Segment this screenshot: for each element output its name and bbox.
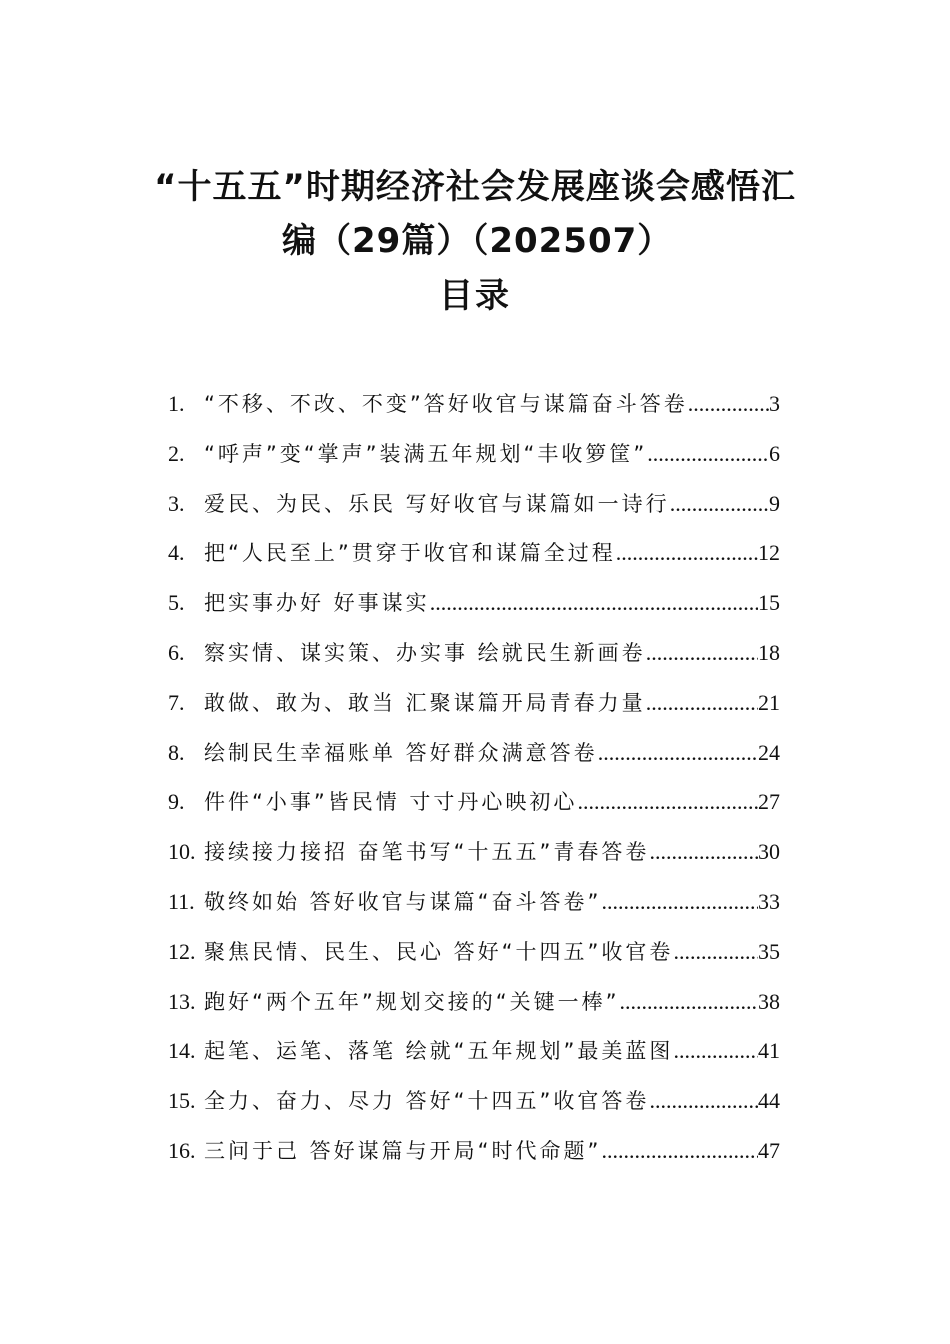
toc-entry[interactable] [168,388,780,438]
toc-dot-leader [646,640,758,666]
toc-entry[interactable] [168,936,780,986]
toc-entry-title: 三问于己 答好谋篇与开局“时代命题” [204,1138,602,1163]
document-title-line-1: “十五五”时期经济社会发展座谈会感悟汇 [154,167,796,207]
toc-entry[interactable] [168,786,780,836]
toc-entry-page-number: 30 [758,839,780,865]
toc-entry-number: 10. [168,839,196,865]
toc-entry-number: 13. [168,988,196,1014]
toc-entry-page-number: 33 [758,888,780,914]
toc-entry[interactable] [168,737,780,787]
toc-entry-number: 6. [168,639,185,665]
toc-entry-title: 敢做、敢为、敢当 汇聚谋篇开局青春力量 [204,690,646,715]
toc-entry-number: 12. [168,938,196,964]
toc-entry[interactable] [168,1035,780,1085]
toc-entry-number: 1. [168,391,185,416]
toc-entry-page-number: 47 [758,1137,780,1163]
toc-dot-leader [601,889,758,915]
toc-entry[interactable] [168,687,780,737]
toc-entry-title: 起笔、运笔、落笔 绘就“五年规划”最美蓝图 [204,1039,674,1064]
toc-entry-page-number: 18 [758,639,780,665]
toc-dot-leader [601,1138,758,1164]
title-block [0,160,950,324]
toc-heading: 目录 [439,276,511,316]
toc-dot-leader [649,1088,758,1114]
toc-entry-title: 全力、奋力、尽力 答好“十四五”收官答卷 [204,1089,650,1114]
toc-entry[interactable] [168,1135,780,1185]
toc-dot-leader [649,839,758,865]
toc-entry[interactable] [168,488,780,538]
toc-entry-number: 16. [168,1137,196,1163]
toc-dot-leader [688,391,769,417]
toc-entry-title: 爱民、为民、乐民 写好收官与谋篇如一诗行 [204,491,670,516]
toc-dot-leader [646,690,758,716]
toc-entry-page-number: 35 [758,938,780,964]
toc-entry-page-number: 41 [758,1038,780,1064]
toc-entry-title: 绘制民生幸福账单 答好群众满意答卷 [204,740,598,765]
toc-dot-leader [673,939,758,965]
toc-entry-title: “不移、不改、不变”答好收官与谋篇奋斗答卷 [204,392,688,416]
toc-entry-title: 聚焦民情、民生、民心 答好“十四五”收官卷 [204,939,674,964]
toc-entry-title: 敬终如始 答好收官与谋篇“奋斗答卷” [204,889,602,914]
toc-entry-page-number: 9 [769,490,780,516]
toc-entry[interactable] [168,637,780,687]
toc-entry[interactable] [168,438,780,488]
toc-entry-number: 3. [168,490,185,516]
toc-entry-number: 5. [168,590,185,616]
toc-entry-title: 接续接力接招 奋笔书写“十五五”青春答卷 [204,840,650,865]
toc-entry-page-number: 12 [758,540,780,566]
toc-entry-number: 2. [168,440,185,466]
toc-entry-title: “呼声”变“掌声”装满五年规划“丰收箩筐” [204,441,648,466]
toc-dot-leader [620,989,758,1015]
toc-entry-page-number: 24 [758,739,780,765]
toc-entry-title: 件件“小事”皆民情 寸寸丹心映初心 [204,790,578,815]
document-title-line-2: 编（29篇）（202507） [282,221,673,261]
toc-entry-page-number: 6 [769,440,780,466]
toc-entry[interactable] [168,886,780,936]
toc-entry-number: 8. [168,739,185,765]
toc-entry-page-number: 44 [758,1088,780,1114]
toc-entry[interactable] [168,587,780,637]
toc-entry[interactable] [168,537,780,587]
toc-dot-leader [647,441,769,467]
toc-entry-title: 把实事办好 好事谋实 [204,591,430,616]
toc-entry-number: 7. [168,689,185,715]
toc-dot-leader [673,1038,758,1064]
toc-entry[interactable] [168,1085,780,1135]
toc-entry-title: 跑好“两个五年”规划交接的“关键一棒” [204,989,620,1014]
toc-entry-number: 4. [168,540,185,566]
toc-entry-title: 察实情、谋实策、办实事 绘就民生新画卷 [204,640,646,665]
toc-entry-page-number: 38 [758,988,780,1014]
toc-dot-leader [598,740,758,766]
toc-entry-page-number: 21 [758,689,780,715]
toc-entry[interactable] [168,986,780,1036]
toc-dot-leader [577,789,758,815]
toc-entry-number: 11. [168,888,195,914]
table-of-contents [168,388,780,1185]
toc-entry-number: 9. [168,789,185,815]
toc-entry[interactable] [168,836,780,886]
toc-entry-number: 15. [168,1088,196,1114]
toc-entry-page-number: 3 [769,391,780,416]
toc-dot-leader [430,590,758,616]
toc-entry-number: 14. [168,1038,196,1064]
toc-dot-leader [670,491,769,517]
toc-entry-page-number: 15 [758,590,780,616]
toc-dot-leader [616,540,758,566]
toc-entry-page-number: 27 [758,789,780,815]
toc-entry-title: 把“人民至上”贯穿于收官和谋篇全过程 [204,541,616,566]
